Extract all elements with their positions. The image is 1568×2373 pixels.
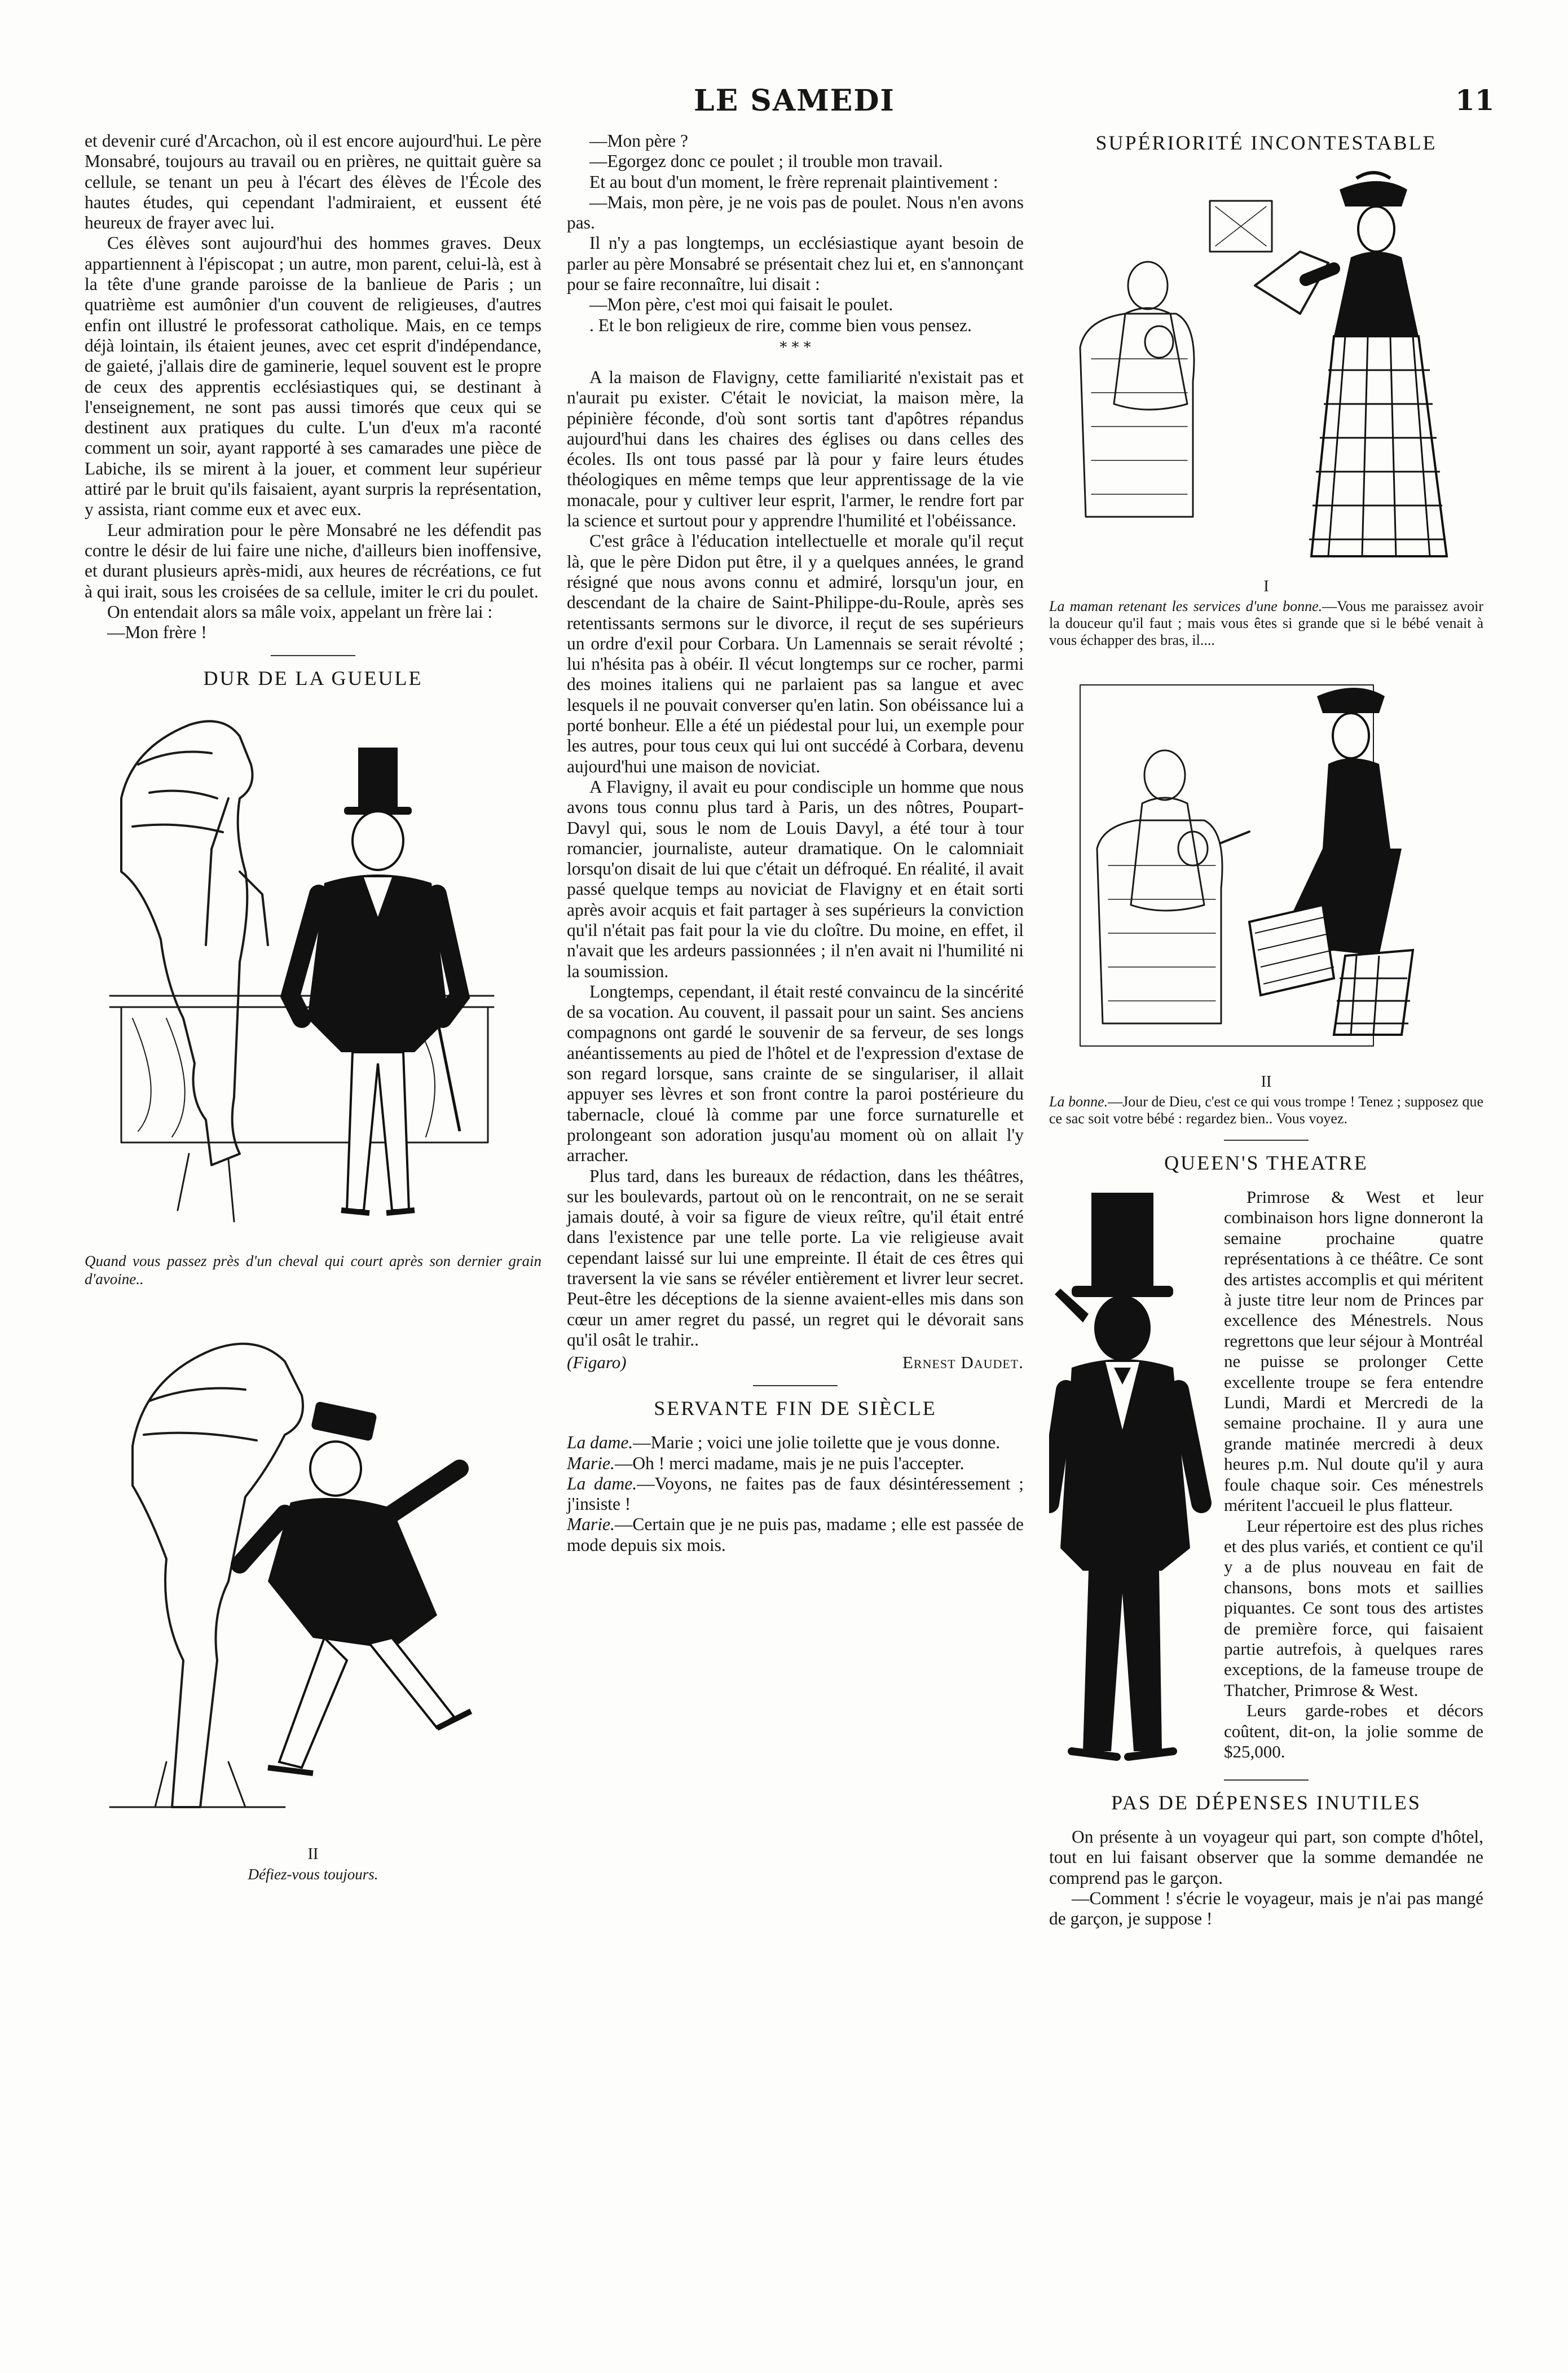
paragraph: Ces élèves sont aujourd'hui des hommes graves. Deux appartiennent à l'épiscopat ; un autre, mon parent, celui-là, est à la tête d'une grande paroisse de la banlieue de Paris ; un quatrième est aumônier d'un couvent de religieuses, d'autres enfin ont illustré le professorat catholique. Mais, en ce temps déjà lointain, ils étaient jeunes, avec cet esprit d'indépendance, de gaieté, j'allais dire de gaminerie, lequel souvent est le propre de ceux des apprentis ecclésiastiques qui, se destinant à l'enseignement, ne sont pas aussi timorés que ceux qui se destinent aux pratiques du culte. L'un d'eux m'a raconté comment un soir, ayant rapporté à ses camarades une pièce de Labiche, ils se mirent à la jouer, et comment leur supérieur attiré par le bruit qu'ils faisaient, ayant surpris la représentation, y assista, riant comme eux et avec eux. xyxy=(85,233,541,520)
dialogue-line xyxy=(567,1453,1024,1474)
caption-text: —Jour de Dieu, c'est ce qui vous trompe ! Tenez ; supposez que ce sac soit votre bébé : regardez bien.. Vous voyez. xyxy=(1049,1093,1483,1127)
minstrel-illustration xyxy=(1049,1187,1213,1774)
page-header xyxy=(0,84,1568,129)
article-author: Ernest Daudet. xyxy=(902,1352,1024,1373)
dialogue-line: —Egorgez donc ce poulet ; il trouble mon travail. xyxy=(589,151,943,172)
caption-italic: La bonne. xyxy=(1049,1093,1108,1110)
tall-maid-icon xyxy=(1306,173,1447,556)
paragraph: Longtemps, cependant, il était resté convaincu de la sincérité de sa vocation. Au couvent, il passait pour un saint. Ses anciens compagnons ont gardé le souvenir de sa ferveur, de ses longs anéantissements au pied de l'hôtel et de l'expression d'extase de son regard lorsque, sans crainte de se singulariser, il allait appuyer ses lèvres et son front contre la paroi postérieure du tabernacle, cloué là comme par une force surnaturelle et prolongeant son adoration jusqu'au moment où on allait l'y arracher. xyxy=(567,981,1024,1166)
dialogue-line xyxy=(567,1474,1024,1515)
speaker: Marie. xyxy=(567,1453,615,1473)
caption-italic: La maman retenant les services d'une bonne. xyxy=(1049,598,1323,614)
paragraph: —Mon frère ! xyxy=(107,622,207,643)
paragraph: Primrose & West et leur combinaison hors ligne donneront la semaine prochaine quatre représentations à ce théâtre. Ce sont des artistes accomplis et qui méritent à juste titre leur nom de Princes par excellence des Ménestrels. Nous regrettons que leur séjour à Montréal ne puisse se prolonger Cette excellente troupe se fera entendre Lundi, Mardi et Mercredi de la semaine prochaine. Il y aura une grande matinée mercredi à deux heures p.m. Nul doute qu'il y aura foule chaque soir. Ces ménestrels méritent l'accueil le plus flatteur. xyxy=(1224,1187,1483,1515)
column-middle xyxy=(567,131,1024,1555)
speech: —Voyons, ne faites pas de faux désintéressement ; j'insiste ! xyxy=(567,1473,1024,1514)
illustration-number: II xyxy=(307,1845,319,1864)
paragraph: Leur admiration pour le père Monsabré ne les défendit pas contre le désir de lui faire une niche, d'ailleurs bien inoffensive, et durant plusieurs après-midi, aux heures de récréations, ce fut à qui irait, sous les croisées de sa cellule, imiter le cri du poulet. xyxy=(85,520,541,601)
caption-text: —Vous me paraissez avoir la douceur qu'il faut ; mais vous êtes si grande que si le bébé venait à vous échapper des bras, il.... xyxy=(1049,598,1483,648)
illustration-number: II xyxy=(1261,1073,1272,1091)
section-heading: DUR DE LA GUEULE xyxy=(203,667,423,690)
article-signature xyxy=(567,1352,1024,1373)
dialogue-line: —Mon père ? xyxy=(589,131,688,151)
dialogue-line xyxy=(567,1514,1024,1555)
speech: —Certain que je ne puis pas, madame ; elle est passée de mode depuis six mois. xyxy=(567,1514,1024,1555)
illustration-caption: Quand vous passez près d'un cheval qui court après son dernier grain d'avoine.. xyxy=(85,1253,541,1288)
horse-gentleman-illustration-2 xyxy=(99,1299,527,1841)
dialogue-line: —Mais, mon père, je ne vois pas de poulet. Nous n'en avons pas. xyxy=(567,192,1024,233)
paragraph: A Flavigny, il avait eu pour condisciple un homme que nous avons tous connu plus tard à Paris, un des nôtres, Poupart-Davyl qui, sous le nom de Louis Davyl, a été tour à tour romancier, journaliste, auteur dramatique. On le calomniait lorsqu'on disait de lui que c'était un défroqué. En réalité, il avait passé quelque temps au noviciat de Flavigny et en était sorti après avoir acquis et fait partager à ses supérieurs la conviction qu'il n'était pas fait pour la vie du cloître. Du moine, en effet, il n'avait que les ardeurs passionnées ; il n'en avait ni l'humilité ni la soumission. xyxy=(567,776,1024,981)
horse-gentleman-illustration-1 xyxy=(99,702,527,1244)
section-stars: * * * xyxy=(779,339,811,356)
section-heading: PAS DE DÉPENSES INUTILES xyxy=(1111,1791,1421,1814)
section-heading: QUEEN'S THEATRE xyxy=(1164,1152,1368,1174)
illustration-number: I xyxy=(1263,578,1269,595)
illustration-caption: Défiez-vous toujours. xyxy=(248,1866,378,1883)
illustration-caption xyxy=(1049,598,1483,649)
paragraph: Leur répertoire est des plus riches et des plus variés, et contient ce qu'il y a de plus nouveau en fait de chansons, bons mots et saillies piquantes. Ce sont tous des artistes de première force, qui faisaient partie autrefois, à quelques rares exceptions, de la fameuse troupe de Thatcher, Primrose & West. xyxy=(1224,1515,1483,1700)
speech: —Oh ! merci madame, mais je ne puis l'accepter. xyxy=(614,1453,964,1473)
newspaper-title: LE SAMEDI xyxy=(694,84,895,118)
maid-with-bag-icon xyxy=(1249,688,1413,1035)
theatre-article xyxy=(1049,1187,1483,1762)
paragraph: On présente à un voyageur qui part, son compte d'hôtel, tout en lui faisant observer que la somme demandée ne comprend pas le garçon. xyxy=(1049,1827,1483,1888)
paragraph: Leurs garde-robes et décors coûtent, dit-on, la jolie somme de $25,000. xyxy=(1224,1700,1483,1761)
minstrel-icon xyxy=(1049,1193,1201,1757)
speaker: La dame. xyxy=(567,1473,637,1493)
divider xyxy=(271,655,355,656)
dialogue-line xyxy=(567,1432,1024,1453)
speech: —Marie ; voici une jolie toilette que je vous donne. xyxy=(633,1432,1001,1453)
paragraph: et devenir curé d'Arcachon, où il est encore aujourd'hui. Le père Monsabré, toujours au travail ou en prières, ne quittait guère sa cellule, se tenant un peu à l'écart des élèves de l'École des hautes études, qui cependant l'admiraient, et eussent été heureux de frayer avec lui. xyxy=(85,131,541,233)
speaker: La dame. xyxy=(567,1432,633,1453)
article-source: (Figaro) xyxy=(567,1352,627,1373)
speaker: Marie. xyxy=(567,1514,615,1535)
nursemaid-illustration-2 xyxy=(1063,662,1469,1069)
falling-gentleman-icon xyxy=(240,1401,471,1774)
section-heading: SUPÉRIORITÉ INCONTESTABLE xyxy=(1095,131,1437,154)
illustration-caption xyxy=(1049,1093,1483,1127)
paragraph: C'est grâce à l'éducation intellectuelle et morale qu'il reçut là, que le père Didon put être, il y a quelques années, le grand résigné que nous avons connu et admiré, lorsqu'un jour, en descendant de la chaire de Saint-Philippe-du-Roule, après ses retentissants sermons sur le divorce, il reçut de ses supérieurs un ordre d'exil pour Corbara. Un Lamennais se serait révolté ; lui n'hésita pas à obéir. Il vécut longtemps sur ce rocher, parmi des moines italiens qui ne parlaient pas sa langue et avec lesquels il ne pouvait converser qu'en latin. Son obéissance lui a porté bonheur. Elle a été un piédestal pour lui, un exemple pour les autres, pour tous ceux qui lui ont succédé à Corbara, devenu aujourd'hui une maison de noviciat. xyxy=(567,531,1024,776)
paragraph: A la maison de Flavigny, cette familiarité n'existait pas et n'aurait pu exister. C'était le noviciat, la maison mère, la pépinière féconde, d'où sont sortis tant d'apôtres répandus aujourd'hui dans les chaires des églises ou dans celles des écoles. Ils ont tous passé par là pour y faire leurs études théologiques en même temps que leur apprentissage de la vie monacale, pour y cultiver leur esprit, l'armer, le rendre fort par la science et surtout pour y apprendre l'humilité et l'obéissance. xyxy=(567,367,1024,531)
page-number: 11 xyxy=(1455,84,1495,117)
column-right xyxy=(1049,131,1483,1929)
paragraph: —Comment ! s'écrie le voyageur, mais je n'ai pas mangé de garçon, je suppose ! xyxy=(1049,1888,1483,1929)
nursemaid-illustration-1 xyxy=(1063,167,1469,573)
dialogue-line: —Mon père, c'est moi qui faisait le poulet. xyxy=(589,295,893,315)
dialogue-line: Et au bout d'un moment, le frère reprenait plaintivement : xyxy=(589,172,998,192)
paragraph: On entendait alors sa mâle voix, appelant un frère lai : xyxy=(107,601,493,622)
paragraph: Plus tard, dans les bureaux de rédaction, dans les théâtres, sur les boulevards, partout où on le rencontrait, on ne se serait jamais douté, à voir sa figure de vieux reître, qu'il était entré dans l'existence par une telle porte. La vie religieuse avait cependant laissé sur lui une empreinte. Il était de ces êtres qui traversent la vie sans se révéler entièrement et livrer leur secret. Peut-être les déceptions de la sienne avaient-elles mis dans son cœur un amer regret du passé, un regret qui le dévorait sans qu'il osât le trahir.. xyxy=(567,1166,1024,1350)
divider xyxy=(753,1385,838,1386)
section-heading: SERVANTE FIN DE SIÈCLE xyxy=(654,1397,937,1420)
column-left xyxy=(85,131,541,1883)
dialogue-line: . Et le bon religieux de rire, comme bien vous pensez. xyxy=(589,315,972,335)
divider xyxy=(1224,1140,1309,1141)
divider xyxy=(1224,1779,1309,1781)
dialogue-line: Il n'y a pas longtemps, un ecclésiastique ayant besoin de parler au père Monsabré se présentait chez lui et, en s'annonçant pour se faire reconnaître, lui disait : xyxy=(567,233,1024,295)
horse-head-icon xyxy=(121,722,253,1166)
